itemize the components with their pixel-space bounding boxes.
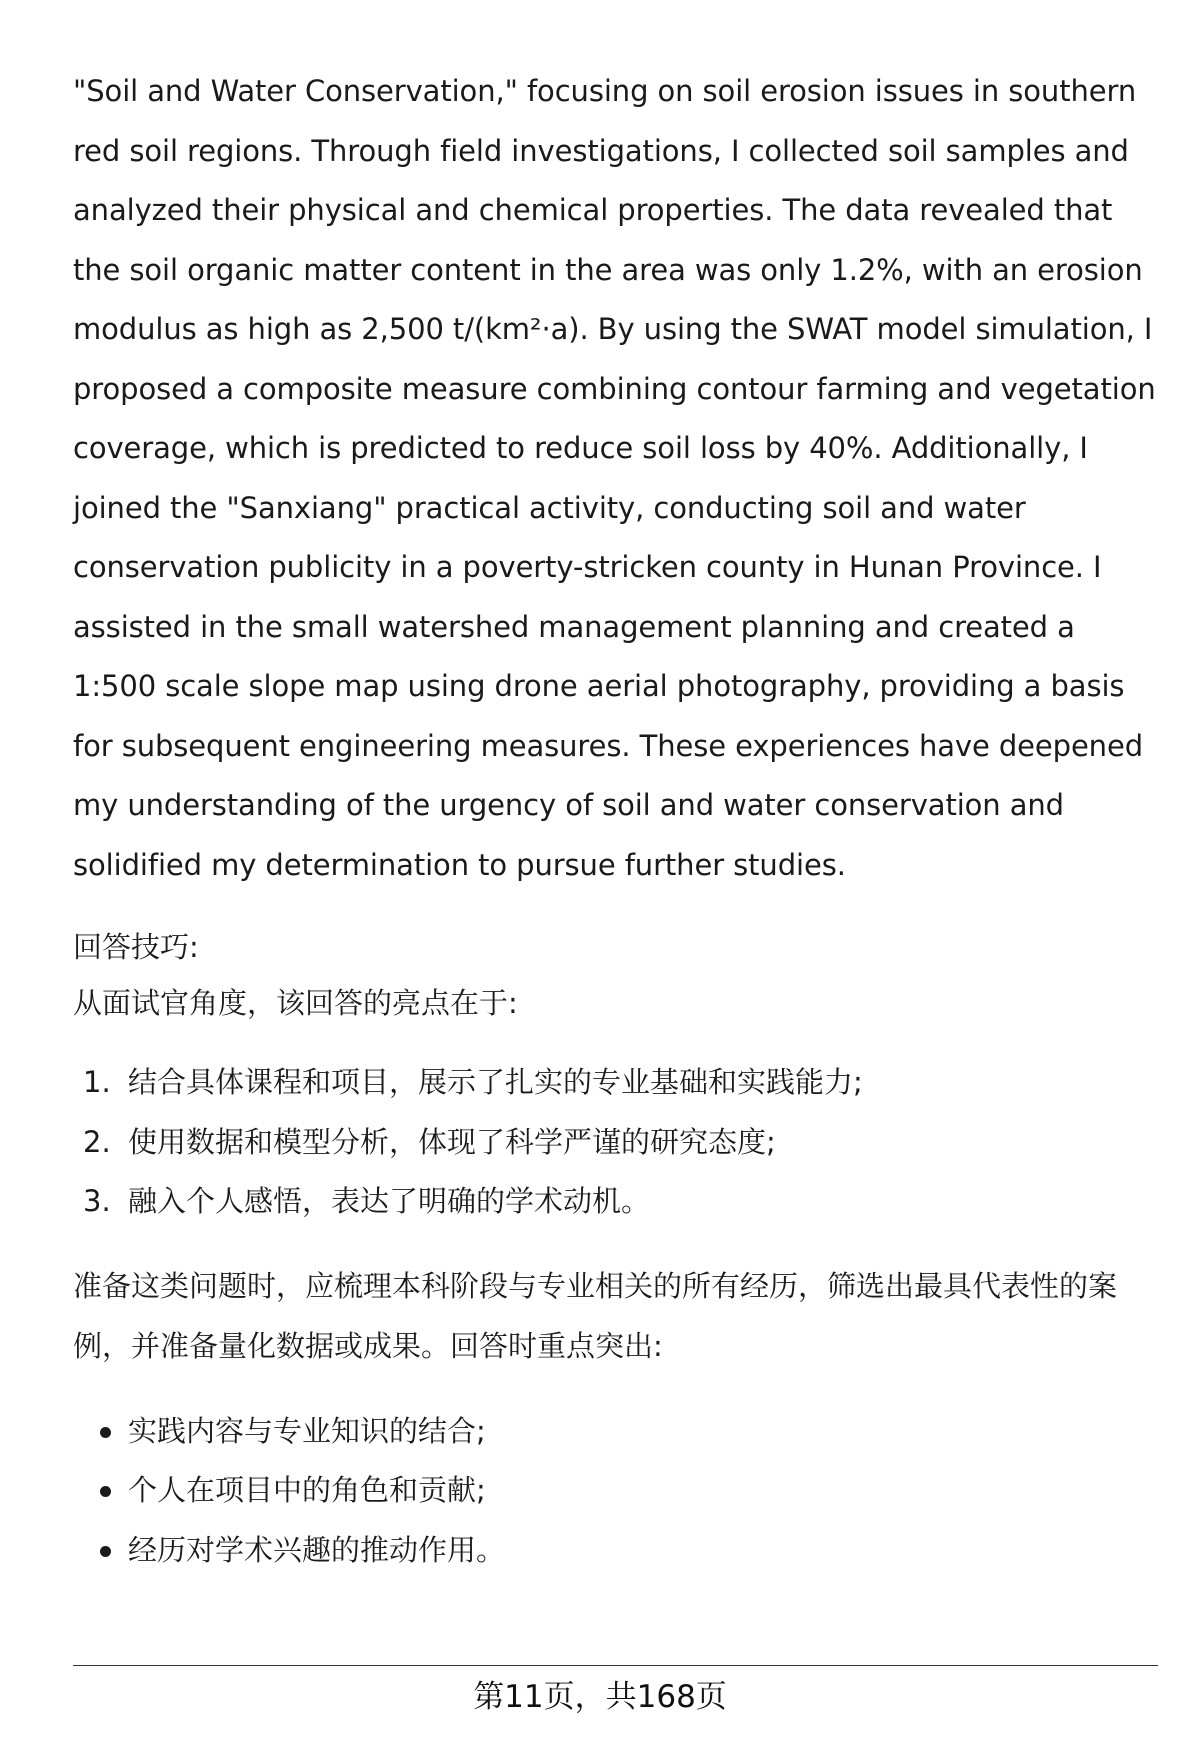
list-item xyxy=(73,1461,1158,1521)
highlights-list xyxy=(73,1053,1158,1232)
list-item-text: 融入个人感悟，表达了明确的学术动机。 xyxy=(128,1184,651,1218)
document-page xyxy=(73,62,1158,1580)
list-item xyxy=(73,1113,1158,1173)
answer-paragraph: "Soil and Water Conservation," focusing on soil erosion issues in southern red soil regions. Through field investigations, I collected soil samples and analyzed their physical and chemical properties. The data revealed that the soil organic matter content in the area was only 1.2%, with an erosion modulus as high as 2,500 t/(km²·a). By using the SWAT model simulation, I proposed a composite measure combining contour farming and vegetation coverage, which is predicted to reduce soil loss by 40%. Additionally, I joined the "Sanxiang" practical activity, conducting soil and water conservation publicity in a poverty-stricken county in Hunan Province. I assisted in the small watershed management planning and created a 1:500 scale slope map using drone aerial photography, providing a basis for subsequent engineering measures. These experiences have deepened my understanding of the urgency of soil and water conservation and solidified my determination to pursue further studies. xyxy=(73,74,1156,882)
footer-divider xyxy=(73,1665,1158,1666)
list-item-text: 结合具体课程和项目，展示了扎实的专业基础和实践能力; xyxy=(128,1065,863,1099)
page-number: 第11页，共168页 xyxy=(473,1679,727,1715)
list-number: 2. xyxy=(83,1124,111,1159)
bullet-icon xyxy=(100,1546,111,1557)
bullet-icon xyxy=(100,1427,111,1438)
list-item xyxy=(73,1053,1158,1113)
tips-heading: 回答技巧: xyxy=(73,930,199,964)
bullet-icon xyxy=(100,1486,111,1497)
list-item-text: 实践内容与专业知识的结合; xyxy=(128,1413,486,1448)
highlights-intro: 从面试官角度，该回答的亮点在于: xyxy=(73,986,518,1020)
list-item xyxy=(73,1521,1158,1581)
list-number: 1. xyxy=(83,1065,111,1099)
list-item xyxy=(73,1172,1158,1232)
list-item xyxy=(73,1402,1158,1462)
list-item-text: 个人在项目中的角色和贡献; xyxy=(128,1473,486,1507)
focus-points-list xyxy=(73,1402,1158,1581)
list-item-text: 使用数据和模型分析，体现了科学严谨的研究态度; xyxy=(128,1124,776,1159)
list-number: 3. xyxy=(83,1184,111,1218)
prep-paragraph: 准备这类问题时，应梳理本科阶段与专业相关的所有经历，筛选出最具代表性的案例，并准备量化数据或成果。回答时重点突出: xyxy=(73,1268,1118,1363)
list-item-text: 经历对学术兴趣的推动作用。 xyxy=(128,1532,506,1567)
